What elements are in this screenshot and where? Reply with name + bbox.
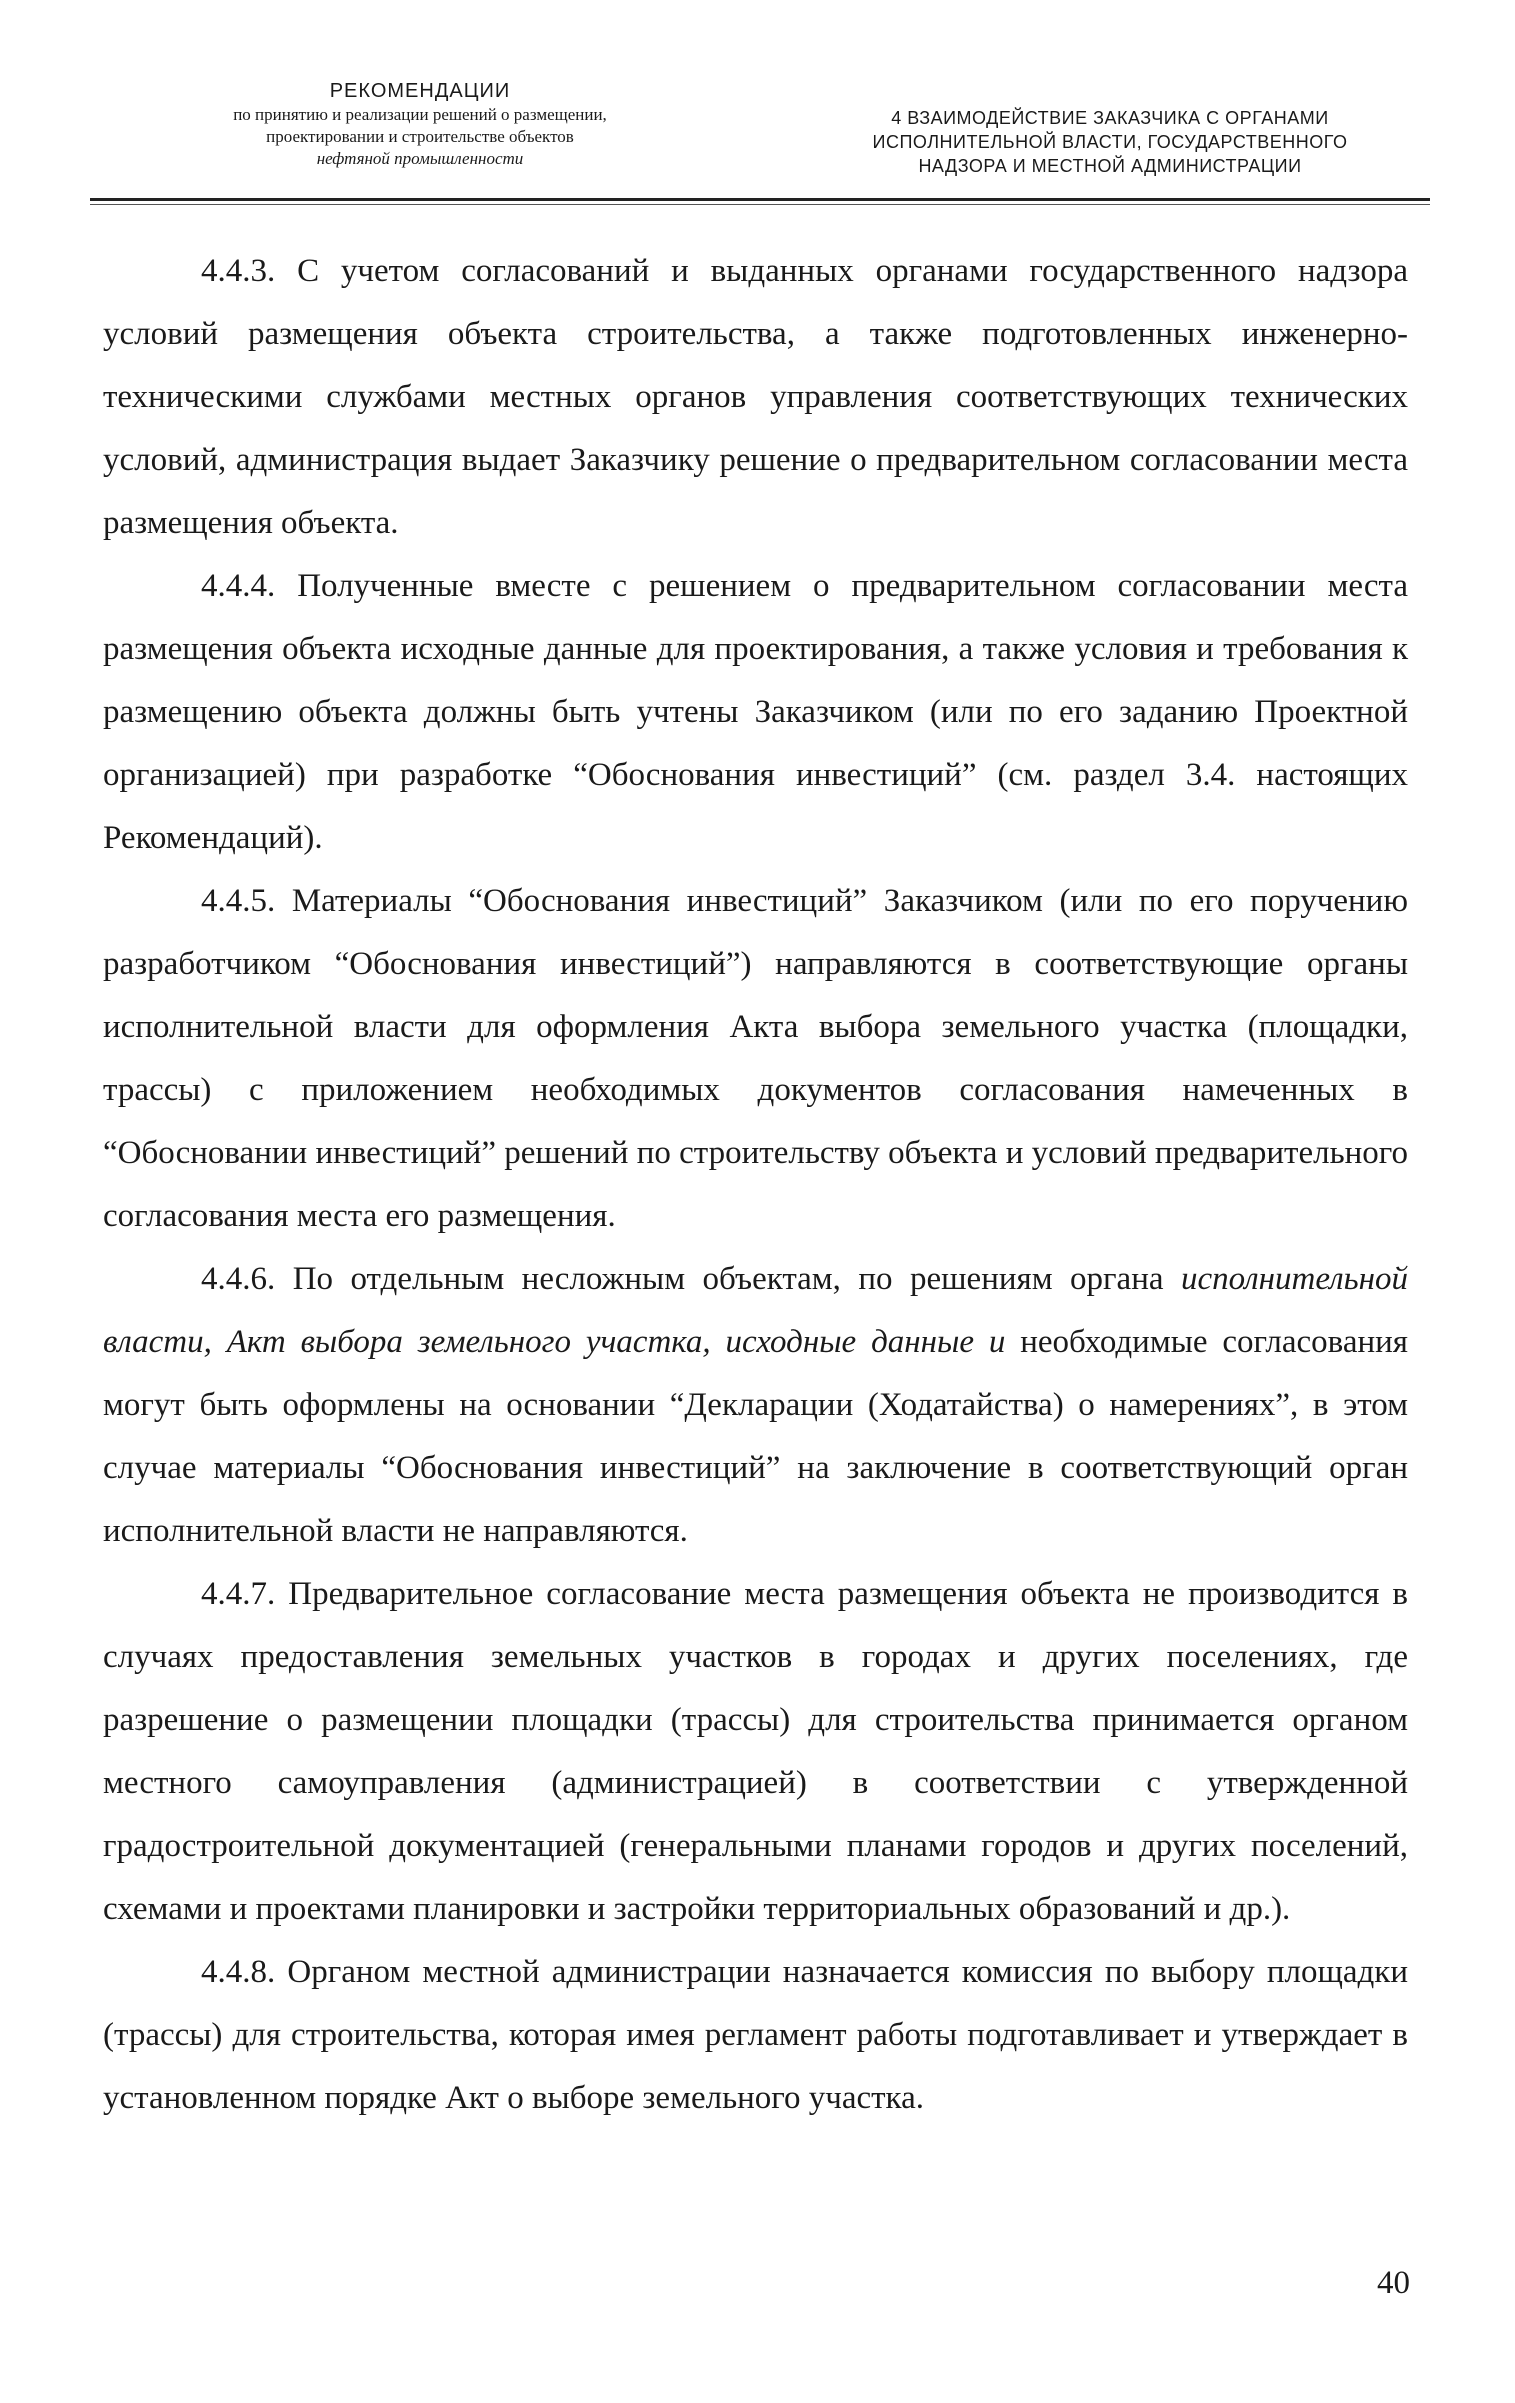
header-right-line-2: ИСПОЛНИТЕЛЬНОЙ ВЛАСТИ, ГОСУДАРСТВЕННОГО bbox=[872, 132, 1348, 152]
header-right-line-1: 4 ВЗАИМОДЕЙСТВИЕ ЗАКАЗЧИКА С ОРГАНАМИ bbox=[891, 108, 1329, 128]
paragraph-4-4-6-part-1: 4.4.6. По отдельным несложным объектам, по решениям органа bbox=[201, 1261, 1181, 1297]
header-right-line-3: НАДЗОРА И МЕСТНОЙ АДМИНИСТРАЦИИ bbox=[918, 156, 1302, 176]
header-left-line-3: нефтяной промышленности bbox=[316, 149, 524, 168]
header-rule bbox=[90, 198, 1430, 201]
paragraph-4-4-6-italic: исполнительной власти, Акт выбора земельного участка, исходные данные и bbox=[103, 1261, 1408, 1360]
header-left-line-1: по принятию и реализации решений о размещении, bbox=[233, 105, 607, 124]
header-left-title: РЕКОМЕНДАЦИИ bbox=[329, 80, 511, 102]
paragraph-4-4-3: 4.4.3. С учетом согласований и выданных органами государственного надзора условий размещения объекта строительства, а также подготовленных инженерно-техническими службами местных органов управления соответствующих технических условий, администрация выдает Заказчику решение о предварительном согласовании места размещения объекта. bbox=[103, 253, 1408, 541]
page-header bbox=[100, 78, 1420, 208]
page-number: 40 bbox=[1377, 2265, 1410, 2301]
paragraph-4-4-6 bbox=[103, 1248, 1408, 1563]
paragraph-4-4-4: 4.4.4. Полученные вместе с решением о предварительном согласовании места размещения объекта исходные данные для проектирования, а также условия и требования к размещению объекта должны быть учтены Заказчиком (или по его заданию Проектной организацией) при разработке “Обоснования инвестиций” (см. раздел 3.4. настоящих Рекомендаций). bbox=[103, 568, 1408, 856]
paragraph-4-4-7: 4.4.7. Предварительное согласование места размещения объекта не производится в случаях предоставления земельных участков в городах и других поселениях, где разрешение о размещении площадки (трассы) для строительства принимается органом местного самоуправления (администрацией) в соответствии с утвержденной градостроительной документацией (генеральными планами городов и других поселений, схемами и проектами планировки и застройки территориальных образований и др.). bbox=[103, 1576, 1408, 1927]
paragraph-4-4-8: 4.4.8. Органом местной администрации назначается комиссия по выбору площадки (трассы) для строительства, которая имея регламент работы подготавливает и утверждает в установленном порядке Акт о выборе земельного участка. bbox=[103, 1954, 1408, 2116]
header-left-block bbox=[120, 78, 720, 170]
paragraph-4-4-5: 4.4.5. Материалы “Обоснования инвестиций” Заказчиком (или по его поручению разработчиком “Обоснования инвестиций”) направляются в соответствующие органы исполнительной власти для оформления Акта выбора земельного участка (площадки, трассы) с приложением необходимых документов согласования намеченных в “Обосновании инвестиций” решений по строительству объекта и условий предварительного согласования места его размещения. bbox=[103, 883, 1408, 1234]
document-body bbox=[103, 240, 1408, 2130]
header-rule-thin bbox=[90, 204, 1430, 205]
header-left-line-2: проектировании и строительстве объектов bbox=[266, 127, 574, 146]
header-right-block bbox=[790, 106, 1430, 178]
paragraph-4-4-6-part-2: необходимые согласования могут быть оформлены на основании “Декларации (Ходатайства) о намерениях”, в этом случае материалы “Обоснования инвестиций” на заключение в соответствующий орган исполнительной власти не направляются. bbox=[103, 1324, 1408, 1549]
